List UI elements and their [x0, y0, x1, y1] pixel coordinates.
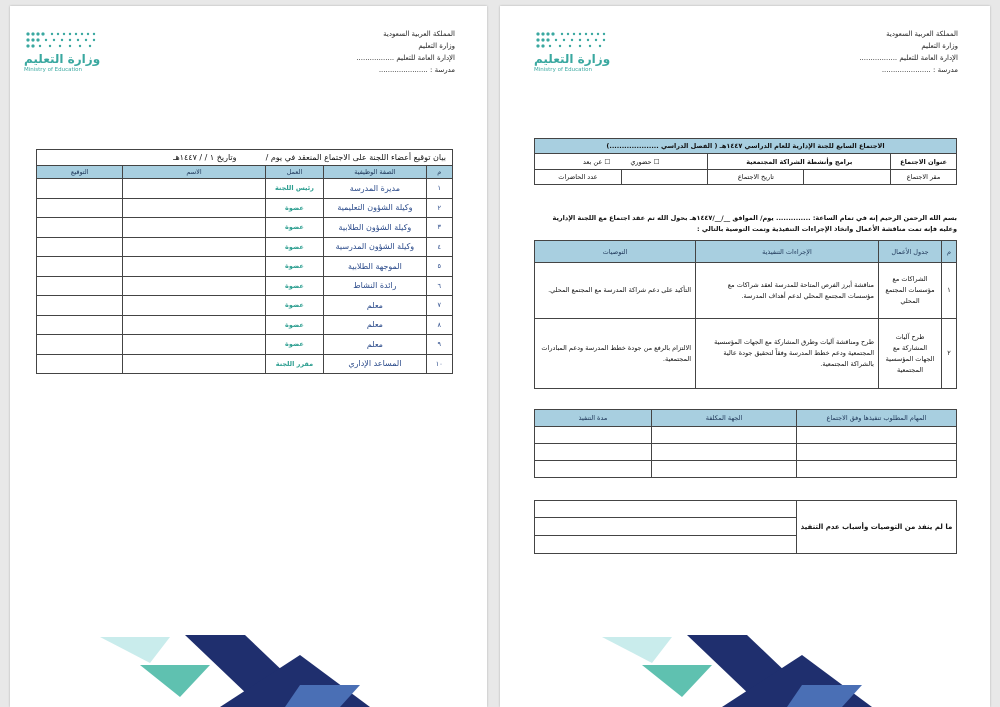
row-role: معلم: [324, 315, 426, 335]
tasks-col-duration: مدة التنفيذ: [535, 410, 652, 427]
agenda-row: [535, 319, 957, 389]
signature-row: [37, 237, 453, 257]
row-signature: [37, 218, 123, 238]
meeting-info-table: [534, 138, 957, 185]
agenda-header-row: [535, 241, 957, 263]
signature-row: [37, 354, 453, 374]
logo-english-text: Ministry of Education: [534, 67, 593, 73]
agenda-action: طرح ومناقشة آليات وطرق المشاركة مع الجهات المؤسسية المجتمعية ودعم خطط المدرسة وفقاً لتحقيق جودة عالية بالشراكة المجتمعية.: [696, 319, 879, 389]
header-directorate: الإدارة العامة للتعليم .................: [859, 54, 958, 62]
mode-in-person: ☐ حضوري: [630, 157, 660, 166]
signature-row: [37, 218, 453, 238]
tasks-col-task: المهام المطلوب تنفيذها وفق الاجتماع: [797, 410, 957, 427]
agenda-recommendation: التأكيد على دعم شراكة المدرسة مع المجتمع المحلي.: [535, 263, 696, 319]
row-work: عضوة: [265, 218, 324, 238]
row-work: عضوة: [265, 296, 324, 316]
unexecuted-table: [534, 500, 957, 554]
logo-dots-icon: [24, 30, 102, 52]
signature-header-row: [37, 166, 453, 179]
signature-title: بيان توقيع أعضاء اللجنة على الاجتماع المنعقد في يوم /: [265, 153, 446, 162]
row-role: الموجهة الطلابية: [324, 257, 426, 277]
col-name: الاسم: [123, 166, 265, 179]
agenda-col-item: جدول الأعمال: [879, 241, 942, 263]
agenda-item: الشراكات مع مؤسسات المجتمع المحلي: [879, 263, 942, 319]
row-role: معلم: [324, 335, 426, 355]
row-number: ٨: [426, 315, 452, 335]
label-place: مقر الاجتماع: [891, 170, 957, 185]
agenda-item: طرح آليات المشاركة مع الجهات المؤسسية المجتمعية: [879, 319, 942, 389]
meeting-title: الاجتماع السابع للجنة الإدارية للعام الدراسي ١٤٤٧هـ ( الفصل الدراسي ....................): [535, 139, 957, 154]
minutes-page: [500, 6, 990, 707]
logo-arabic-text: وزارة التعليم: [534, 52, 611, 66]
signature-row: [37, 315, 453, 335]
row-number: ٤: [426, 237, 452, 257]
row-signature: [37, 315, 123, 335]
ministry-header: [356, 28, 455, 76]
signature-row: [37, 335, 453, 355]
row-name: [123, 237, 265, 257]
row-role: رائدة النشاط: [324, 276, 426, 296]
signature-page: [10, 6, 487, 707]
tasks-table: [534, 409, 957, 478]
tasks-row: [535, 461, 957, 478]
row-role: المساعد الإداري: [324, 354, 426, 374]
row-name: [123, 179, 265, 199]
row-role: معلم: [324, 296, 426, 316]
agenda-row: [535, 263, 957, 319]
row-name: [123, 198, 265, 218]
ministry-logo: [534, 30, 614, 86]
row-name: [123, 354, 265, 374]
row-role: وكيلة الشؤون المدرسية: [324, 237, 426, 257]
agenda-rows: [535, 263, 957, 389]
agenda-col-number: م: [942, 241, 957, 263]
signature-row: [37, 179, 453, 199]
mode-remote: ☐ عن بعد: [583, 157, 611, 166]
agenda-number: ٢: [942, 319, 957, 389]
agenda-col-recommendation: التوصيات: [535, 241, 696, 263]
row-work: عضوة: [265, 257, 324, 277]
label-topic: عنوان الاجتماع: [891, 154, 957, 170]
intro-line-2: وعليه فإنه تمت مناقشة الأعمال واتخاذ الإجراءات التنفيذية وتمت التوصية بالتالي :: [696, 225, 957, 233]
agenda-col-action: الإجراءات التنفيذية: [696, 241, 879, 263]
agenda-recommendation: الالتزام بالرفع من جودة خطط المدرسة ودعم المبادرات المجتمعية.: [535, 319, 696, 389]
row-signature: [37, 257, 123, 277]
header-school: مدرسة : ......................: [881, 66, 958, 74]
label-date: تاريخ الاجتماع: [708, 170, 804, 185]
signature-rows: [37, 179, 453, 374]
row-work: عضوة: [265, 237, 324, 257]
row-work: عضوة: [265, 198, 324, 218]
row-signature: [37, 335, 123, 355]
topic-value: برامج وأنشطة الشراكة المجتمعية: [708, 154, 891, 170]
ministry-logo: [24, 30, 104, 86]
row-work: عضوة: [265, 335, 324, 355]
header-school: مدرسة : ......................: [378, 66, 455, 74]
signature-row: [37, 296, 453, 316]
row-number: ٣: [426, 218, 452, 238]
header-ministry: وزارة التعليم: [418, 42, 455, 50]
row-work: عضوة: [265, 276, 324, 296]
signature-row: [37, 198, 453, 218]
col-signature: التوقيع: [37, 166, 123, 179]
row-signature: [37, 296, 123, 316]
row-name: [123, 218, 265, 238]
row-number: ٥: [426, 257, 452, 277]
agenda-table: [534, 240, 957, 389]
row-number: ١: [426, 179, 452, 199]
meeting-intro: [534, 213, 957, 235]
col-work: العمل: [265, 166, 324, 179]
logo-english-text: Ministry of Education: [24, 67, 83, 73]
row-number: ٩: [426, 335, 452, 355]
unexecuted-label: ما لم ينفذ من التوصيات وأسباب عدم التنفيذ: [797, 501, 957, 554]
signature-row: [37, 276, 453, 296]
header-directorate: الإدارة العامة للتعليم .................: [356, 54, 455, 62]
row-signature: [37, 354, 123, 374]
row-number: ١٠: [426, 354, 452, 374]
col-role: الصفة الوظيفية: [324, 166, 426, 179]
row-name: [123, 257, 265, 277]
tasks-header-row: [535, 410, 957, 427]
tasks-row: [535, 427, 957, 444]
row-name: [123, 296, 265, 316]
row-work: مقرر اللجنة: [265, 354, 324, 374]
row-signature: [37, 237, 123, 257]
row-number: ٧: [426, 296, 452, 316]
header-ministry: وزارة التعليم: [921, 42, 958, 50]
logo-arabic-text: وزارة التعليم: [24, 52, 101, 66]
row-role: وكيلة الشؤون الطلابية: [324, 218, 426, 238]
ministry-header: [859, 28, 958, 76]
row-signature: [37, 198, 123, 218]
signature-row: [37, 257, 453, 277]
tasks-row: [535, 444, 957, 461]
decorative-shapes-icon: [602, 625, 902, 707]
row-name: [123, 335, 265, 355]
signature-table: [36, 149, 453, 374]
row-signature: [37, 179, 123, 199]
row-name: [123, 315, 265, 335]
signature-date: وتاريخ ١ / / ١٤٤٧هـ: [173, 153, 237, 162]
row-role: وكيلة الشؤون التعليمية: [324, 198, 426, 218]
row-work: عضوة: [265, 315, 324, 335]
row-number: ٦: [426, 276, 452, 296]
header-kingdom: المملكة العربية السعودية: [383, 30, 455, 38]
tasks-col-party: الجهة المكلفة: [652, 410, 797, 427]
col-number: م: [426, 166, 452, 179]
agenda-number: ١: [942, 263, 957, 319]
row-work: رئيس اللجنة: [265, 179, 324, 199]
header-kingdom: المملكة العربية السعودية: [886, 30, 958, 38]
row-name: [123, 276, 265, 296]
agenda-action: مناقشة أبرز الفرص المتاحة للمدرسة لعقد شراكات مع مؤسسات المجتمع المحلي لدعم أهداف المدرسة.: [696, 263, 879, 319]
row-role: مديرة المدرسة: [324, 179, 426, 199]
label-attendees: عدد الحاضرات: [535, 170, 622, 185]
decorative-shapes-icon: [100, 625, 400, 707]
row-number: ٢: [426, 198, 452, 218]
row-signature: [37, 276, 123, 296]
intro-line-1: بسم الله الرحمن الرحيم إنه في تمام الساعة: .............. يوم/ الموافق __/__/١٤٤٧هـ بحول الله تم عقد اجتماع مع اللجنة الإدارية: [552, 214, 957, 222]
logo-dots-icon: [534, 30, 612, 52]
meeting-mode: [535, 154, 708, 170]
